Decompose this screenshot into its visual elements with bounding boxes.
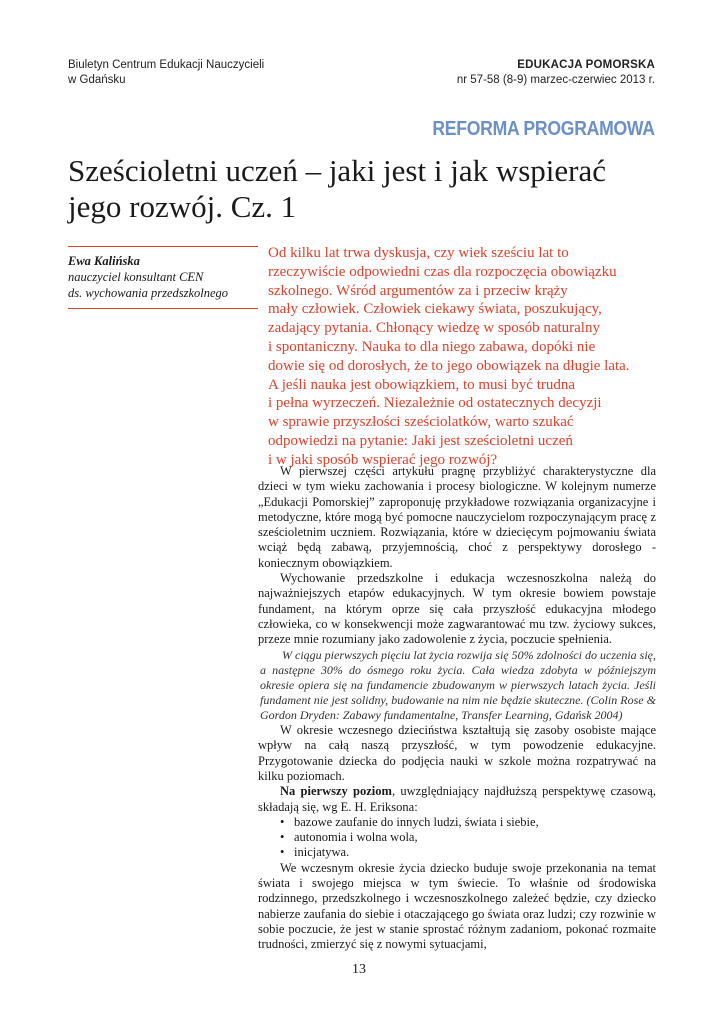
lead-line: rzeczywiście odpowiedni czas dla rozpoczęcia obowiązku	[268, 263, 617, 280]
lead-line: Od kilku lat trwa dyskusja, czy wiek sześciu lat to	[268, 245, 569, 261]
author-role-line1: nauczyciel konsultant CEN	[68, 270, 204, 284]
header-publisher-line1: Biuletyn Centrum Edukacji Nauczycieli	[68, 59, 265, 71]
list-item: • bazowe zaufanie do innych ludzi, świata i siebie,	[280, 815, 656, 830]
article-title	[68, 153, 668, 225]
list-item: • autonomia i wolna wola,	[280, 830, 656, 845]
lead-paragraph	[268, 244, 668, 470]
quote: W ciągu pierwszych pięciu lat życia rozwija się 50% zdolności do uczenia się, a następne 30% do ósmego roku życia. Cała wiedza zdobyta w późniejszym okresie opiera się na fundamencie zbudowanym w pierwszych latach życia. Jeśli fundament nie jest solidny, budowanie na nim nie będzie skuteczne. (Colin Rose & Gordon Dryden: Zabawy fundamentalne, Transfer Learning, Gdańsk 2004)	[260, 647, 656, 722]
author-role-line2: ds. wychowania przedszkolnego	[68, 286, 229, 300]
lead-line: i pełna wyrzeczeń. Niezależnie od ostatecznych decyzji	[268, 395, 602, 412]
journal-name: EDUKACJA POMORSKA	[517, 59, 655, 71]
list-item: • inicjatywa.	[280, 845, 656, 860]
section-heading: REFORMA PROGRAMOWA	[432, 118, 655, 140]
body-paragraph-4-text: , uwzględniający najdłuższą perspektywę czasową, składają się, wg E. H. Eriksona:	[258, 784, 656, 814]
emphasis-first-level: Na pierwszy poziom	[280, 784, 392, 799]
erikson-list	[258, 815, 656, 861]
lead-line: w sprawie przyszłości sześciolatków, warto szukać	[268, 414, 574, 431]
page-number: 13	[352, 962, 366, 977]
body-paragraph-4	[258, 784, 656, 815]
author-name: Ewa Kalińska	[68, 254, 140, 268]
lead-line: A jeśli nauka jest obowiązkiem, to musi być trudna	[268, 376, 576, 393]
body-paragraph-2: Wychowanie przedszkolne i edukacja wczesnoszkolna należą do najważniejszych etapów edukacyjnych. W tym okresie bowiem powstaje fundament, na którym oprze się cała przyszłość edukacyjna młodego człowieka, co w konsekwencji może zagwarantować mu tzw. życiowy sukces, przeze mnie rozumiany jako zadowolenie z życia, poczucie spełnienia.	[258, 571, 656, 647]
lead-line: odpowiedzi na pytanie: Jaki jest sześcioletni uczeń	[268, 432, 573, 449]
lead-line: i w jaki sposób wspierać jego rozwój?	[268, 451, 498, 468]
body-paragraph-1: W pierwszej części artykułu pragnę przybliżyć charakterystyczne dla dzieci w tym wieku zachowania i procesy biologiczne. W kolejnym numerze „Edukacji Pomorskiej” zaproponuję przykładowe rozwiązania organizacyjne i metodyczne, które mogą być pomocne nauczycielom rozpoczynającym pracę z sześcioletnim uczniem. Rozwiązania, które w dziecięcym pojmowaniu świata wciąż będą zabawą, przyjemnością, choć z perspektywy dorosłego - koniecznym obowiązkiem.	[258, 464, 656, 570]
body-paragraph-5: We wczesnym okresie życia dziecko buduje swoje przekonania na temat świata i swojego miejsca w tym świecie. To właśnie od środowiska rodzinnego, przedszkolnego i wczesnoszkolnego zależeć będzie, czy dziecko nabierze zaufania do siebie i otaczającego go świata oraz ludzi; czy rozwinie w sobie poczucie, że jest w stanie sprostać różnym zadaniom, pokonać rozmaite trudności, zmierzyć się z nowymi sytuacjami,	[258, 860, 656, 952]
header-publisher-line2: w Gdańsku	[68, 74, 126, 86]
author-box	[68, 246, 258, 309]
lead-line: szkolnego. Wśród argumentów za i przeciw krąży	[268, 282, 568, 299]
lead-line: zadający pytania. Chłonący wiedzę w sposób naturalny	[268, 320, 600, 337]
lead-line: dowie się od dorosłych, że to jego obowiązek na długie lata.	[268, 357, 630, 374]
header-journal	[457, 58, 655, 88]
header-publisher	[68, 58, 264, 88]
title-line-1: Sześcioletni uczeń – jaki jest i jak wspierać	[68, 153, 607, 188]
article-body	[258, 464, 656, 952]
lead-line: mały człowiek. Człowiek ciekawy świata, poszukujący,	[268, 301, 602, 318]
body-paragraph-3: W okresie wczesnego dzieciństwa kształtują się zasoby osobiste mające wpływ na całą naszą przyszłość, w tym powodzenie edukacyjne. Przygotowanie dziecka do podjęcia nauki w szkole można rozpatrywać na kilku poziomach.	[258, 723, 656, 783]
lead-line: i spontaniczny. Nauka to dla niego zabawa, dopóki nie	[268, 338, 596, 355]
issue-info: nr 57-58 (8-9) marzec-czerwiec 2013 r.	[456, 74, 655, 86]
title-line-2: jego rozwój. Cz. 1	[68, 189, 297, 224]
